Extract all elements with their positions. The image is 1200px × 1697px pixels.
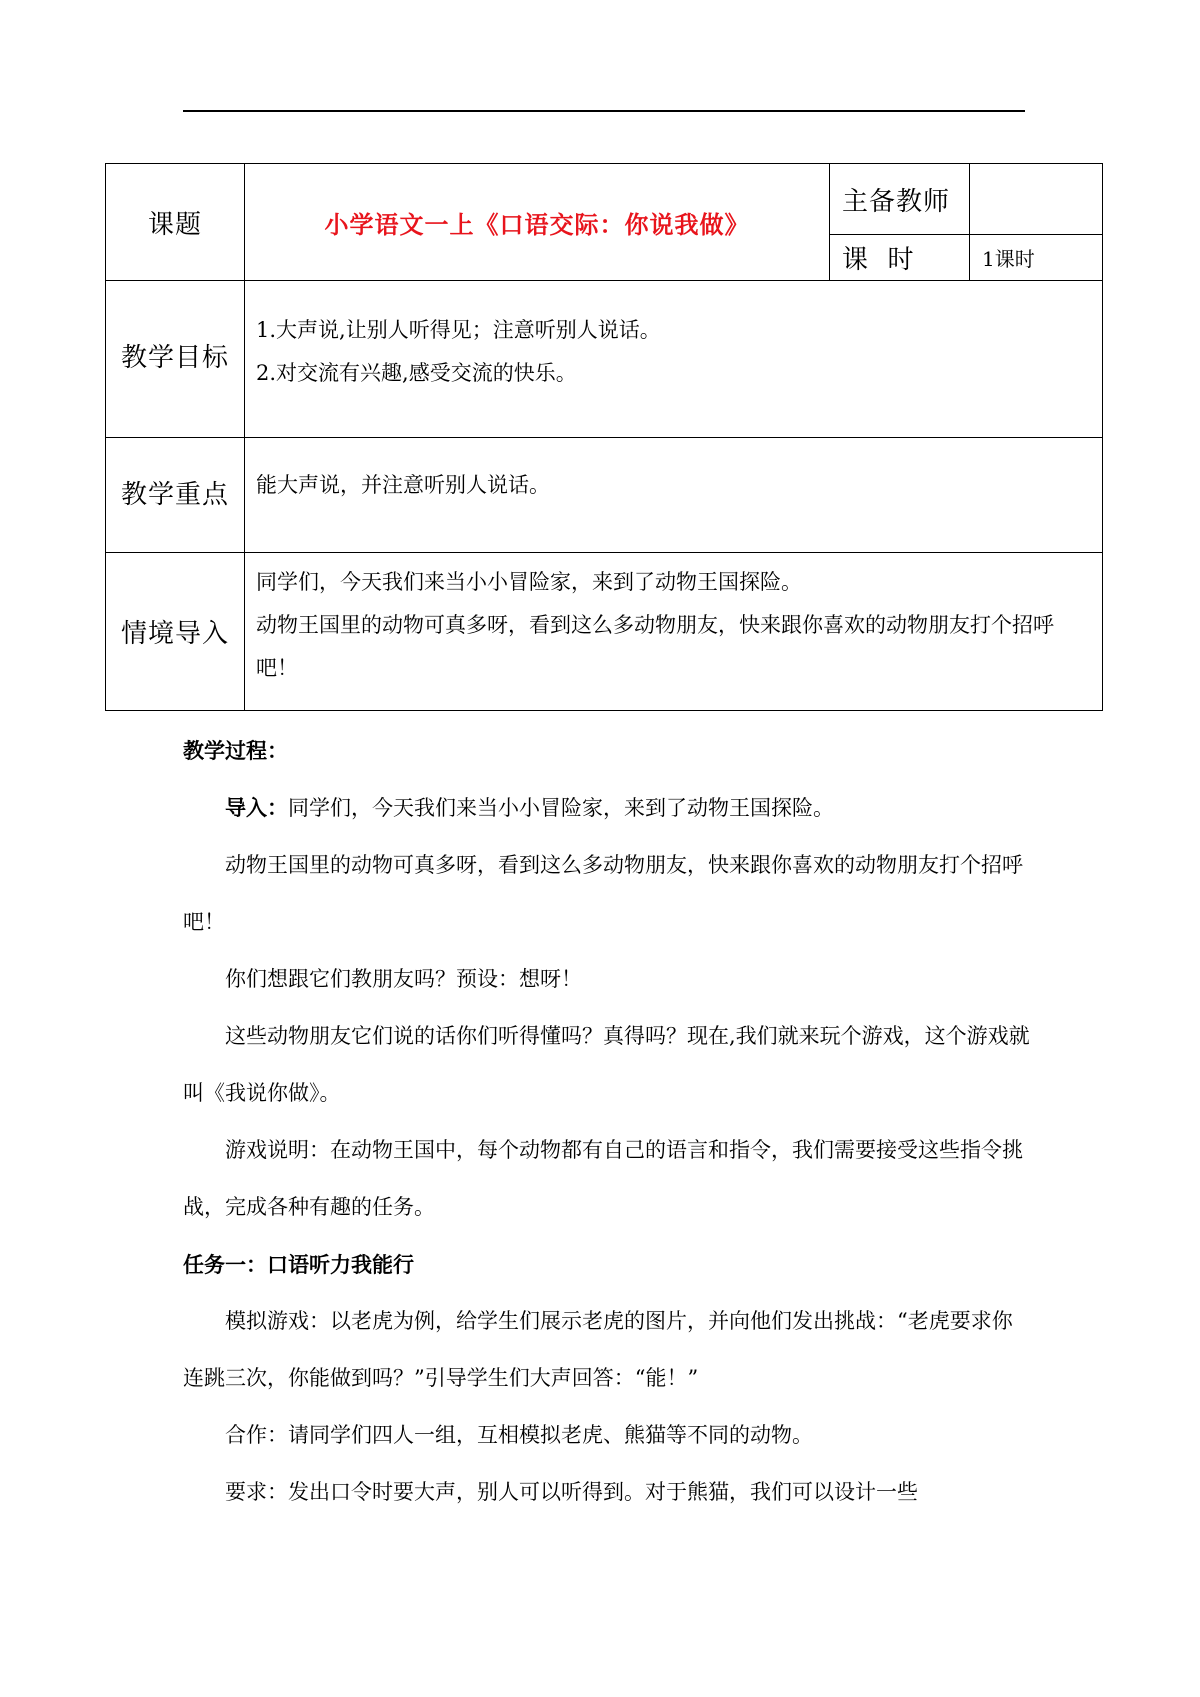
intro-cell (245, 553, 1103, 711)
periods-label: 课 时 (830, 235, 970, 281)
periods-value: 1课时 (970, 235, 1103, 281)
topic-label: 课题 (106, 164, 245, 281)
process-paragraph: 游戏说明：在动物王国中，每个动物都有自己的语言和指令，我们需要接受这些指令挑战，完成各种有趣的任务。 (183, 1138, 1023, 1219)
intro-prefix: 导入： (225, 795, 288, 820)
process-paragraph: 这些动物朋友它们说的话你们听得懂吗？真得吗？现在,我们就来玩个游戏，这个游戏就叫《我说你做》。 (183, 1024, 1030, 1105)
objectives-cell (245, 281, 1103, 438)
process-intro (183, 779, 1033, 837)
process-section (183, 722, 1033, 1521)
table-row-key-points (106, 438, 1103, 553)
intro-line: 动物王国里的动物可真多呀，看到这么多动物朋友，快来跟你喜欢的动物朋友打个招呼吧！ (256, 613, 1054, 680)
table-row-intro (106, 553, 1103, 711)
key-points-text: 能大声说，并注意听别人说话。 (245, 438, 1103, 553)
process-paragraph: 你们想跟它们教朋友吗？预设：想呀！ (225, 967, 582, 991)
intro-label: 情境导入 (106, 553, 245, 711)
lesson-title: 小学语文一上《口语交际：你说我做》 (245, 164, 830, 281)
process-paragraph: 动物王国里的动物可真多呀，看到这么多动物朋友，快来跟你喜欢的动物朋友打个招呼吧！ (183, 853, 1023, 934)
task1-paragraph: 要求：发出口令时要大声，别人可以听得到。对于熊猫，我们可以设计一些 (225, 1480, 918, 1504)
task1-heading: 任务一：口语听力我能行 (183, 1252, 414, 1277)
task1-paragraph: 合作：请同学们四人一组，互相模拟老虎、熊猫等不同的动物。 (225, 1423, 813, 1447)
objective-item: 1.大声说,让别人听得见；注意听别人说话。 (256, 318, 661, 342)
lead-teacher-value (970, 164, 1103, 235)
task1-paragraph: 模拟游戏：以老虎为例，给学生们展示老虎的图片，并向他们发出挑战：“老虎要求你连跳三次，你能做到吗？”引导学生们大声回答：“能！” (183, 1309, 1013, 1390)
table-row-objectives (106, 281, 1103, 438)
lesson-info-table (105, 163, 1103, 711)
objective-item: 2.对交流有兴趣,感受交流的快乐。 (256, 361, 577, 385)
header-rule (183, 110, 1025, 112)
objectives-label: 教学目标 (106, 281, 245, 438)
table-row-topic (106, 164, 1103, 235)
intro-text: 同学们，今天我们来当小小冒险家，来到了动物王国探险。 (288, 796, 834, 820)
intro-line: 同学们，今天我们来当小小冒险家，来到了动物王国探险。 (256, 570, 802, 594)
lead-teacher-label: 主备教师 (830, 164, 970, 235)
key-points-label: 教学重点 (106, 438, 245, 553)
process-heading: 教学过程： (183, 738, 288, 763)
